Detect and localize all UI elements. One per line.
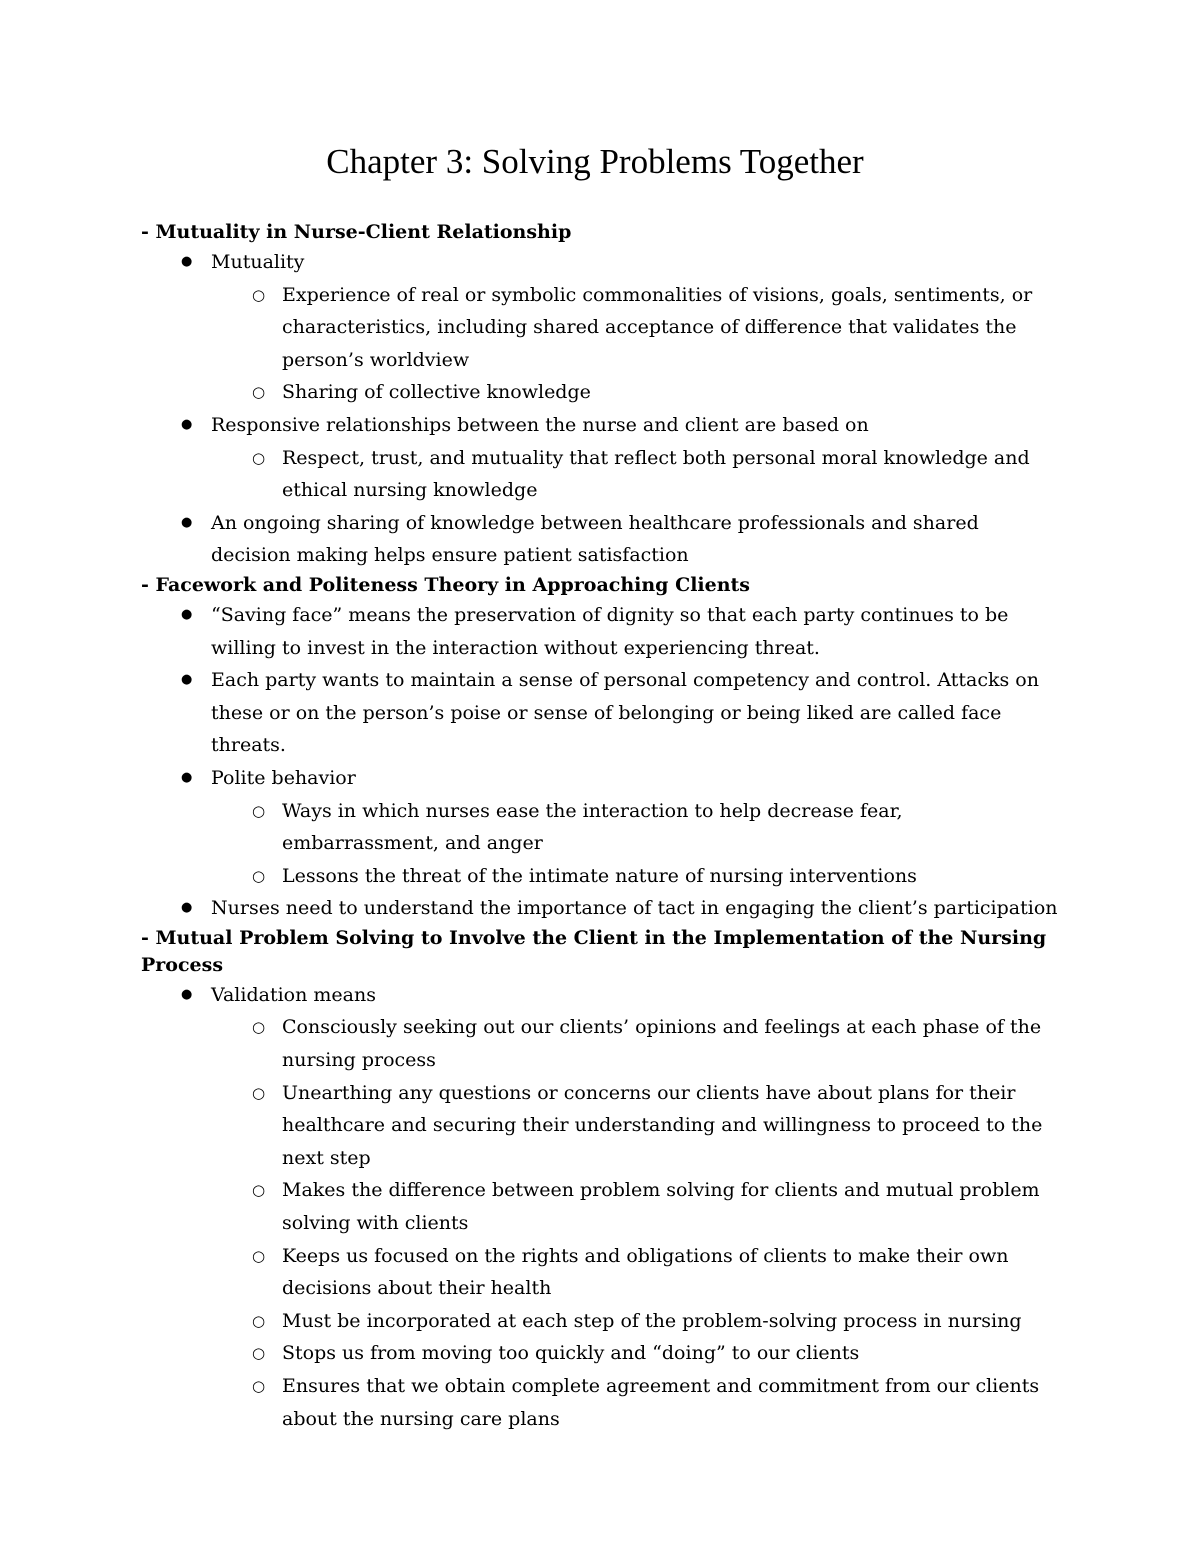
bullet-list [141,246,1061,572]
bullet-icon: ● [181,606,193,622]
sub-list-item [141,376,1061,409]
sub-list-item-text: Sharing of collective knowledge [282,381,591,404]
hollow-bullet-icon: ○ [252,1311,266,1330]
sub-bullet-list [141,442,1061,507]
sub-bullet-list [141,795,1061,893]
sub-list-item-text: Consciously seeking out our clients’ opinions and feelings at each phase of the nursing process [282,1016,1042,1072]
sub-list-item [141,442,1061,507]
bullet-icon: ● [181,514,193,530]
list-item-text: Validation means [211,983,376,1006]
list-item-text: Mutuality [211,251,305,273]
sub-list-item-text: Respect, trust, and mutuality that reflect both personal moral knowledge and ethical nursing knowledge [282,446,1030,502]
document-body [141,219,1061,1435]
sub-list-item [141,1240,1061,1305]
sub-list-item [141,795,1061,860]
list-item [141,892,1061,925]
list-item-text: An ongoing sharing of knowledge between healthcare professionals and shared decision making helps ensure patient satisfaction [211,511,979,567]
sub-list-item [141,1305,1061,1338]
bullet-icon: ● [181,416,193,432]
sub-list-item [141,1077,1061,1175]
nested-list-container [141,279,1061,409]
bullet-icon: ● [181,254,193,269]
hollow-bullet-icon: ○ [252,1018,266,1037]
hollow-bullet-icon: ○ [252,866,266,885]
hollow-bullet-icon: ○ [252,1083,266,1102]
list-item [141,762,1061,795]
sub-list-item [141,860,1061,893]
list-item-text: Responsive relationships between the nurse and client are based on [211,413,869,436]
hollow-bullet-icon: ○ [252,383,266,402]
list-item [141,664,1061,762]
bullet-icon: ● [181,986,193,1002]
sub-list-item [141,1011,1061,1076]
list-item-text: Polite behavior [211,766,356,789]
sub-list-item-text: Makes the difference between problem solving for clients and mutual problem solving with clients [282,1179,1040,1235]
hollow-bullet-icon: ○ [252,1181,266,1200]
nested-list-container [141,442,1061,507]
list-item [141,507,1061,572]
hollow-bullet-icon: ○ [252,285,266,304]
list-item-text: “Saving face” means the preservation of dignity so that each party continues to be willing to invest in the interaction without experiencing threat. [211,603,1009,659]
bullet-icon: ● [181,672,193,688]
sub-list-item [141,1174,1061,1239]
section-heading: - Facework and Politeness Theory in Approaching Clients [141,573,751,596]
hollow-bullet-icon: ○ [252,1246,266,1265]
list-item [141,599,1061,664]
sub-list-item [141,1370,1061,1435]
hollow-bullet-icon: ○ [252,448,266,467]
sub-list-item-text: Ways in which nurses ease the interaction to help decrease fear, embarrassment, and anger [282,799,903,855]
page-title: Chapter 3: Solving Problems Together [326,142,864,181]
sub-bullet-list [141,1011,1061,1435]
sub-list-item-text: Experience of real or symbolic commonalities of visions, goals, sentiments, or characteristics, including shared acceptance of difference that validates the person’s worldview [282,283,1033,371]
sub-list-item-text: Ensures that we obtain complete agreement and commitment from our clients about the nursing care plans [282,1375,1040,1430]
bullet-list [141,979,1061,1435]
bullet-icon: ● [181,769,193,785]
hollow-bullet-icon: ○ [252,1344,266,1363]
list-item-text: Each party wants to maintain a sense of personal competency and control. Attacks on these or on the person’s poise or sense of belonging or being liked are called face threats. [211,669,1039,757]
hollow-bullet-icon: ○ [252,1377,266,1395]
section-heading: - Mutuality in Nurse-Client Relationship [141,221,572,243]
sub-list-item [141,279,1061,377]
list-item [141,246,1061,279]
list-item [141,979,1061,1012]
nested-list-container [141,795,1061,893]
sub-list-item-text: Must be incorporated at each step of the problem-solving process in nursing [282,1309,1022,1332]
sub-list-item-text: Stops us from moving too quickly and “doing” to our clients [282,1342,860,1365]
bullet-icon: ● [181,900,193,916]
nested-list-container [141,1011,1061,1435]
sub-list-item-text: Lessons the threat of the intimate nature of nursing interventions [282,864,917,887]
section-heading: - Mutual Problem Solving to Involve the Client in the Implementation of the Nursing Process [141,926,1047,976]
hollow-bullet-icon: ○ [252,801,266,820]
sub-list-item-text: Unearthing any questions or concerns our clients have about plans for their healthcare and securing their understanding and willingness to proceed to the next step [282,1081,1043,1169]
list-item-text: Nurses need to understand the importance of tact in engaging the client’s participation [211,897,1058,920]
bullet-list [141,599,1061,925]
list-item [141,409,1061,442]
sub-list-item [141,1337,1061,1370]
sub-list-item-text: Keeps us focused on the rights and obligations of clients to make their own decisions about their health [282,1244,1009,1300]
sub-bullet-list [141,279,1061,409]
